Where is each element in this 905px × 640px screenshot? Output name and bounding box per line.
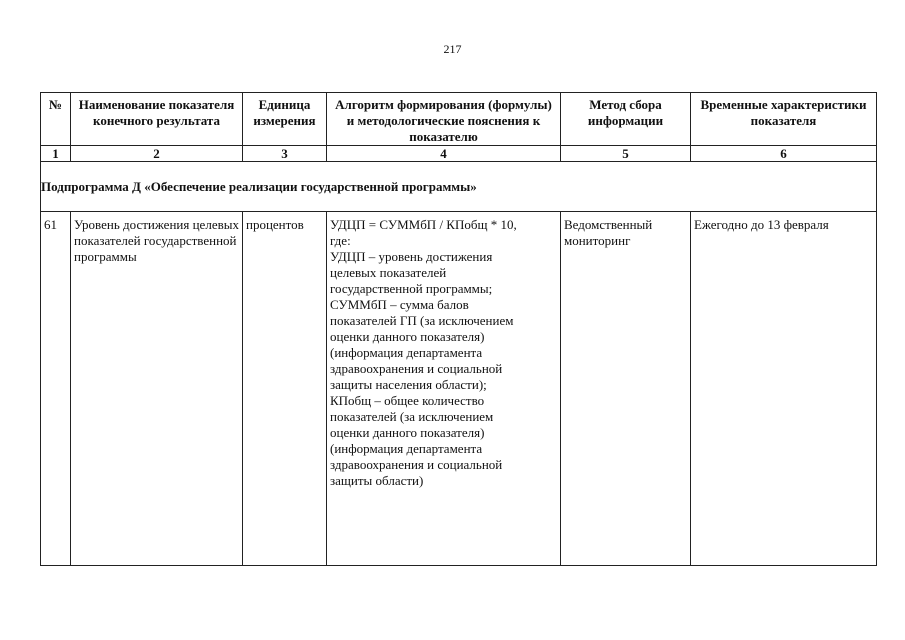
formula-line: УДЦП = СУММбП / КПобщ * 10, <box>330 217 517 232</box>
column-number: 1 <box>41 146 71 162</box>
table-row <box>41 212 877 566</box>
header-number: № <box>41 93 71 146</box>
formula-line: КПобщ – общее количество <box>330 393 485 408</box>
header-algorithm: Алгоритм формирования (формулы) и методологические пояснения к показателю <box>327 93 561 146</box>
formula-line: УДЦП – уровень достижения <box>330 249 493 264</box>
header-timing: Временные характеристики показателя <box>691 93 877 146</box>
formula-line: оценки данного показателя) <box>330 425 485 440</box>
subprogram-title: Подпрограмма Д «Обеспечение реализации государственной программы» <box>41 162 877 212</box>
formula-line: здравоохранения и социальной <box>330 361 503 376</box>
formula-line: показателей ГП (за исключением <box>330 313 514 328</box>
column-number-row <box>41 146 877 162</box>
column-number: 4 <box>327 146 561 162</box>
formula-line: целевых показателей <box>330 265 447 280</box>
header-unit: Единица измерения <box>243 93 327 146</box>
collection-method: Ведомственный мониторинг <box>561 212 691 566</box>
indicator-table <box>40 92 877 566</box>
page-number: 217 <box>443 42 462 56</box>
formula-line: где: <box>330 233 351 248</box>
unit: процентов <box>243 212 327 566</box>
header-row <box>41 93 877 146</box>
header-indicator-name: Наименование показателя конечного результата <box>71 93 243 146</box>
header-method: Метод сбора информации <box>561 93 691 146</box>
column-number: 3 <box>243 146 327 162</box>
formula-cell <box>327 212 561 566</box>
formula-line: защиты области) <box>330 473 424 488</box>
formula-line: показателей (за исключением <box>330 409 494 424</box>
formula-line: (информация департамента <box>330 345 483 360</box>
column-number: 6 <box>691 146 877 162</box>
formula-line: государственной программы; <box>330 281 493 296</box>
formula-line: оценки данного показателя) <box>330 329 485 344</box>
formula-line: СУММбП – сумма балов <box>330 297 469 312</box>
formula-line: здравоохранения и социальной <box>330 457 503 472</box>
time-characteristics: Ежегодно до 13 февраля <box>691 212 877 566</box>
row-number: 61 <box>41 212 71 566</box>
column-number: 2 <box>71 146 243 162</box>
formula-line: защиты населения области); <box>330 377 487 392</box>
formula-line: (информация департамента <box>330 441 483 456</box>
subprogram-row <box>41 162 877 212</box>
indicator-name: Уровень достижения целевых показателей государственной программы <box>71 212 243 566</box>
column-number: 5 <box>561 146 691 162</box>
